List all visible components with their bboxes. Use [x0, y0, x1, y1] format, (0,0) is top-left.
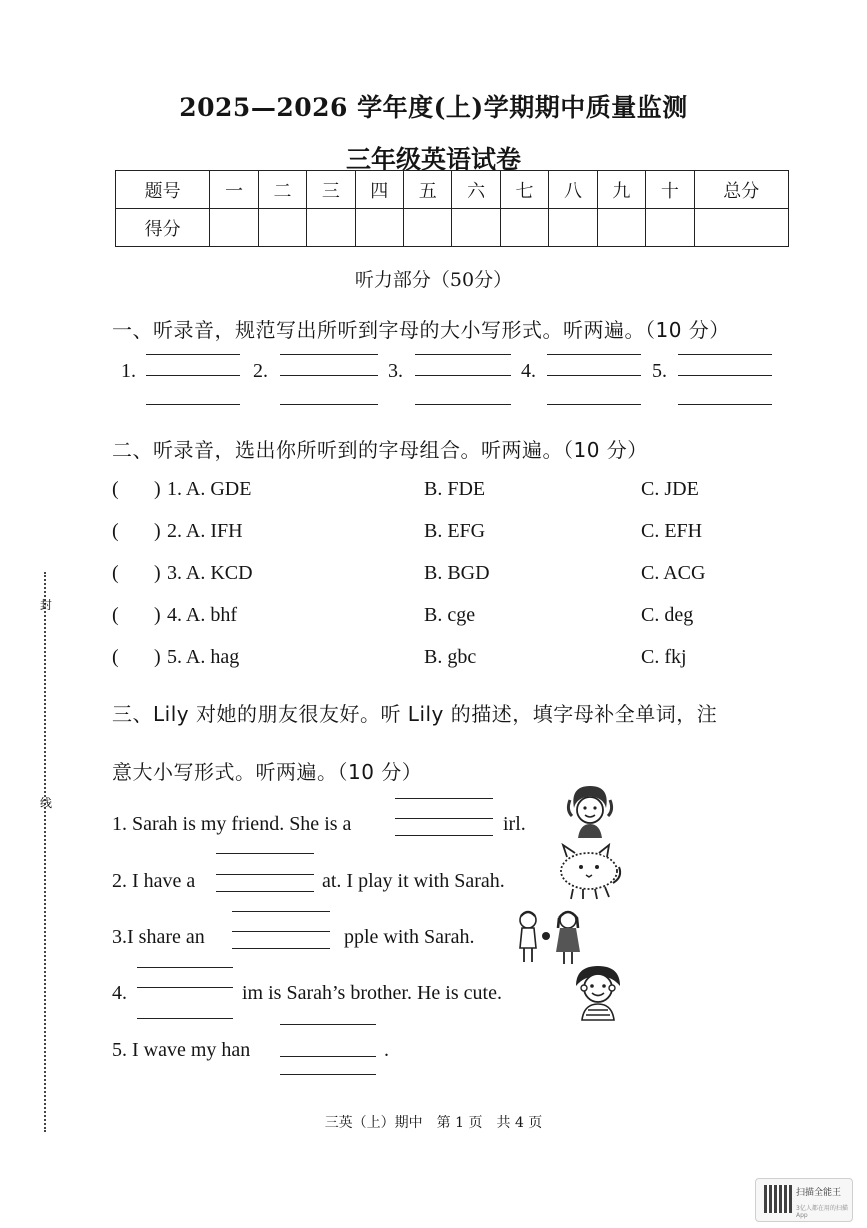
option-c: C. EFH [641, 520, 703, 542]
girl-icon [560, 780, 620, 840]
score-table [115, 170, 789, 247]
row-label: 得分 [116, 209, 210, 247]
score-cell[interactable] [694, 209, 788, 247]
score-cell[interactable] [597, 209, 645, 247]
s1-line-top [280, 354, 378, 355]
score-cell[interactable] [307, 209, 355, 247]
s1-item-number: 2. [253, 360, 268, 382]
exam-subtitle: 三年级英语试卷 [345, 145, 521, 174]
s1-item-number: 5. [652, 360, 667, 382]
header-cell: 六 [452, 171, 500, 209]
answer-paren-close: ) [154, 520, 161, 542]
header-cell: 一 [210, 171, 258, 209]
section3-title-line1: 三、Lily 对她的朋友很友好。听 Lily 的描述，填字母补全单词，注 [112, 702, 718, 726]
header-cell: 十 [646, 171, 694, 209]
answer-paren-open[interactable]: ( [112, 478, 119, 500]
scanner-badge-text: 扫描全能王 [796, 1188, 842, 1198]
s3-sentence-before: 2. I have a [112, 870, 196, 892]
s3-line-top [216, 853, 314, 854]
s1-item-number: 4. [521, 360, 536, 382]
answer-paren-close: ) [154, 562, 161, 584]
s3-line-bottom [137, 1018, 233, 1019]
s1-line-top [146, 354, 240, 355]
score-cell[interactable] [549, 209, 597, 247]
s3-sentence-after: irl. [503, 813, 526, 835]
s1-line-bottom [415, 404, 511, 405]
header-cell: 总分 [694, 171, 788, 209]
s3-sentence-after: im is Sarah’s brother. He is cute. [242, 982, 502, 1004]
section2-title: 二、听录音，选出你所听到的字母组合。听两遍。（10 分） [112, 438, 648, 462]
header-cell: 三 [307, 171, 355, 209]
s3-sentence-before: 3.I share an [112, 926, 205, 948]
listening-heading: 听力部分（50分） [354, 269, 513, 291]
option-a: 2. A. IFH [167, 520, 243, 542]
answer-paren-open[interactable]: ( [112, 520, 119, 542]
option-b: B. gbc [424, 646, 477, 668]
option-b: B. EFG [424, 520, 486, 542]
answer-paren-open[interactable]: ( [112, 562, 119, 584]
answer-paren-open[interactable]: ( [112, 646, 119, 668]
s3-sentence-after: pple with Sarah. [344, 926, 475, 948]
s3-sentence-before: 5. I wave my han [112, 1039, 251, 1061]
option-c: C. ACG [641, 562, 706, 584]
binding-margin-line [44, 572, 46, 1132]
cat-icon [553, 843, 625, 903]
s3-line-bottom [280, 1074, 376, 1075]
s3-sentence-before: 4. [112, 982, 127, 1004]
s3-answer-line[interactable] [395, 818, 493, 819]
s3-sentence-after: . [384, 1039, 389, 1061]
option-b: B. cge [424, 604, 476, 626]
s1-answer-line[interactable] [415, 375, 511, 376]
option-a: 1. A. GDE [167, 478, 252, 500]
s1-line-top [678, 354, 772, 355]
score-cell[interactable] [355, 209, 403, 247]
score-table-score-row [116, 209, 789, 247]
option-a: 3. A. KCD [167, 562, 253, 584]
header-cell: 七 [500, 171, 548, 209]
score-table-header-row [116, 171, 789, 209]
header-cell: 二 [258, 171, 306, 209]
s3-line-bottom [232, 948, 330, 949]
answer-paren-close: ) [154, 478, 161, 500]
exam-title: 2025—2026 学年度(上)学期期中质量监测 [179, 93, 688, 122]
s3-answer-line[interactable] [232, 931, 330, 932]
s3-sentence-after: at. I play it with Sarah. [322, 870, 505, 892]
qr-code-icon [764, 1185, 792, 1213]
children-sharing-apple-icon [512, 906, 588, 966]
s1-answer-line[interactable] [678, 375, 772, 376]
margin-char: 封 [40, 598, 53, 612]
answer-paren-close: ) [154, 646, 161, 668]
answer-paren-close: ) [154, 604, 161, 626]
header-cell: 八 [549, 171, 597, 209]
s1-answer-line[interactable] [146, 375, 240, 376]
header-cell: 五 [404, 171, 452, 209]
option-c: C. JDE [641, 478, 699, 500]
s1-line-top [547, 354, 641, 355]
option-c: C. fkj [641, 646, 687, 668]
scanner-badge [755, 1178, 853, 1222]
scanner-badge-subtext: 3亿人都在用的扫描App [796, 1205, 848, 1219]
s3-answer-line[interactable] [280, 1056, 376, 1057]
option-c: C. deg [641, 604, 694, 626]
option-b: B. FDE [424, 478, 486, 500]
option-a: 5. A. hag [167, 646, 240, 668]
s1-line-bottom [547, 404, 641, 405]
section3-title-line2: 意大小写形式。听两遍。（10 分） [112, 760, 423, 784]
margin-char: 线 [40, 796, 53, 810]
s1-answer-line[interactable] [280, 375, 378, 376]
s1-item-number: 1. [121, 360, 136, 382]
s3-line-top [232, 911, 330, 912]
option-b: B. BGD [424, 562, 490, 584]
answer-paren-open[interactable]: ( [112, 604, 119, 626]
s3-answer-line[interactable] [137, 987, 233, 988]
score-cell[interactable] [452, 209, 500, 247]
s3-line-top [280, 1024, 376, 1025]
score-cell[interactable] [258, 209, 306, 247]
s3-line-top [395, 798, 493, 799]
s1-line-bottom [280, 404, 378, 405]
header-cell: 九 [597, 171, 645, 209]
s1-line-bottom [146, 404, 240, 405]
score-cell[interactable] [404, 209, 452, 247]
s1-line-bottom [678, 404, 772, 405]
score-cell[interactable] [210, 209, 258, 247]
header-cell: 题号 [116, 171, 210, 209]
score-cell[interactable] [500, 209, 548, 247]
s1-answer-line[interactable] [547, 375, 641, 376]
header-cell: 四 [355, 171, 403, 209]
s3-line-bottom [395, 835, 493, 836]
s1-line-top [415, 354, 511, 355]
option-a: 4. A. bhf [167, 604, 237, 626]
s3-sentence-before: 1. Sarah is my friend. She is a [112, 813, 352, 835]
boy-icon [566, 962, 630, 1024]
score-cell[interactable] [646, 209, 694, 247]
s3-line-bottom [216, 891, 314, 892]
page-footer: 三英（上）期中 第 1 页 共 4 页 [324, 1115, 543, 1131]
s3-line-top [137, 967, 233, 968]
section1-title: 一、听录音，规范写出所听到字母的大小写形式。听两遍。（10 分） [112, 318, 730, 342]
s3-answer-line[interactable] [216, 874, 314, 875]
s1-item-number: 3. [388, 360, 403, 382]
